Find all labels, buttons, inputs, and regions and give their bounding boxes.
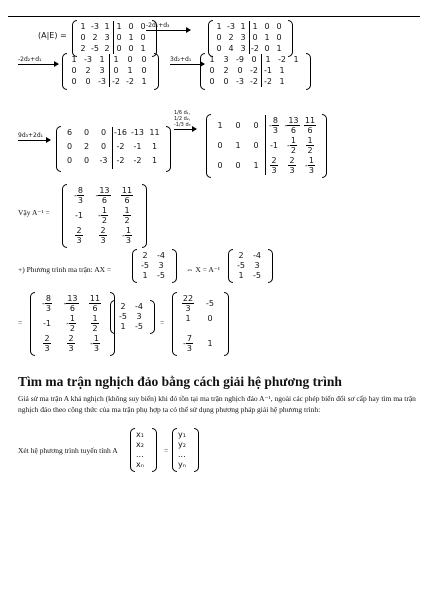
matrix-cell: 0: [83, 156, 90, 165]
rhs-matrix-repeat: [228, 251, 265, 281]
row-operation-3: [170, 56, 204, 65]
matrix-cell: -2: [133, 156, 142, 165]
matrix-step-5: [56, 128, 163, 170]
matrix-cell: 0: [217, 161, 223, 170]
matrix-cell: $\frac{2}{3}$: [76, 226, 82, 245]
matrix-cell: 1: [128, 33, 134, 42]
matrix-cell: 0: [100, 128, 107, 137]
matrix-cell: -1: [75, 211, 83, 220]
matrix-row: [233, 271, 265, 281]
right-bracket: [154, 53, 159, 90]
matrix-cell: - $\frac{1}{3}$: [122, 226, 131, 245]
matrix-cell: -1: [270, 141, 278, 150]
matrix-cell: 2: [104, 44, 110, 53]
matrix-cell: $\frac{2}{3}$: [44, 334, 50, 353]
matrix-cell: -5: [157, 271, 165, 280]
matrix-cell: $\frac{1}{2}$: [124, 206, 130, 225]
matrix-cell: $\frac{1}{2}$: [92, 314, 98, 333]
equals-sign-right: =: [160, 318, 165, 327]
matrix-cell: 3: [136, 312, 142, 321]
matrix-row: [35, 314, 107, 334]
row-operation-5-label: 1/6 d₁, 1/2 d₂, -1/3 d₃: [174, 110, 191, 128]
right-bracket: [288, 20, 293, 57]
row-operation-4: [18, 132, 50, 141]
matrix-cell: 0: [251, 55, 257, 64]
matrix-row: [115, 312, 147, 322]
matrix-cell: 0: [223, 77, 229, 86]
matrix-cell: - $\frac{13}{6}$: [95, 186, 110, 205]
left-bracket: [72, 20, 77, 57]
inverse-matrix: [62, 186, 139, 246]
matrix-cell: 1: [240, 22, 246, 31]
right-bracket: [166, 126, 171, 172]
matrix-cell: 0: [235, 121, 241, 130]
matrix-cell: 4: [228, 44, 234, 53]
augment-divider: [265, 115, 266, 175]
matrix-cell: - $\frac{1}{3}$: [90, 334, 99, 353]
left-bracket: [132, 249, 137, 283]
matrix-cell: 1: [71, 55, 77, 64]
right-bracket: [172, 249, 177, 283]
matrix-cell: -4: [253, 251, 261, 260]
matrix-cell: 0: [140, 22, 146, 31]
matrix-cell: -13: [130, 128, 145, 137]
row-operation-1: [146, 22, 190, 31]
matrix-cell: 0: [128, 44, 134, 53]
matrix-cell: 0: [235, 161, 241, 170]
matrix-cell: -16: [113, 128, 128, 137]
vector-entry: yₙ: [178, 460, 186, 469]
matrix-cell: 0: [253, 141, 259, 150]
vector-entry: xₙ: [136, 460, 144, 469]
row-operation-1-label: -2d₁+d₃: [146, 22, 170, 29]
left-bracket: [56, 126, 61, 172]
matrix-cell: 1: [264, 33, 270, 42]
left-bracket: [62, 53, 67, 90]
matrix-row: [137, 251, 169, 261]
matrix-cell: 0: [66, 156, 73, 165]
matrix-row: [115, 302, 147, 312]
matrix-cell: - $\frac{13}{6}$: [63, 294, 78, 313]
rhs-matrix-product: [110, 302, 147, 332]
matrix-cell: -5: [237, 261, 245, 270]
left-bracket: [110, 300, 115, 334]
vector-entry: ...: [136, 450, 144, 459]
matrix-cell: 6: [66, 128, 73, 137]
augment-divider: [261, 54, 262, 87]
matrix-cell: 1: [80, 22, 86, 31]
vector-equals: =: [164, 446, 169, 455]
matrix-cell: $\frac{11}{6}$: [89, 294, 101, 313]
left-bracket: [208, 20, 213, 57]
matrix-row: [137, 271, 169, 281]
matrix-step-4: [200, 55, 303, 88]
matrix-cell: 1: [235, 141, 241, 150]
matrix-cell: $\frac{2}{3}$: [68, 334, 74, 353]
matrix-cell: 2: [120, 302, 126, 311]
left-bracket: [30, 292, 35, 356]
inverse-matrix-repeat: [30, 294, 107, 354]
matrix-cell: 1: [216, 22, 222, 31]
matrix-cell: 1: [120, 322, 126, 331]
matrix-cell: 2: [238, 251, 244, 260]
matrix-cell: 1: [151, 156, 158, 165]
matrix-cell: 1: [279, 77, 285, 86]
matrix-cell: 3: [99, 66, 105, 75]
matrix-cell: 1: [276, 44, 282, 53]
section-heading: Tìm ma trận nghịch đảo bằng cách giải hệ phương trình: [18, 374, 342, 389]
matrix-row: [233, 261, 265, 271]
matrix-row: [205, 77, 303, 88]
matrix-cell: - $\frac{7}{3}$: [183, 334, 192, 353]
row-operation-4-label: 9d₃+2d₁: [18, 132, 44, 139]
matrix-row: [67, 226, 139, 246]
inverse-label: Vậy A⁻¹ =: [18, 208, 50, 217]
matrix-cell: 1: [141, 77, 147, 86]
matrix-cell: 0: [216, 33, 222, 42]
matrix-cell: -5: [91, 44, 99, 53]
matrix-cell: -2: [250, 66, 258, 75]
matrix-cell: 0: [264, 22, 270, 31]
matrix-cell: 3: [240, 33, 246, 42]
right-bracket: [322, 114, 327, 178]
matrix-cell: - $\frac{1}{2}$: [66, 314, 75, 333]
row-operation-5: [174, 110, 196, 130]
matrix-cell: 0: [217, 141, 223, 150]
matrix-cell: -3: [236, 77, 244, 86]
vector-entry: x₁: [136, 430, 144, 439]
matrix-cell: 3: [158, 261, 164, 270]
matrix-cell: 0: [209, 77, 215, 86]
equals-sign-left: =: [18, 318, 23, 327]
matrix-cell: 1: [185, 314, 191, 323]
matrix-cell: $\frac{1}{2}$: [307, 136, 313, 155]
right-bracket: [224, 292, 229, 356]
matrix-cell: 1: [253, 161, 259, 170]
matrix-cell: -2: [116, 142, 125, 151]
matrix-cell: $\frac{22}{3}$: [182, 294, 194, 313]
matrix-cell: 1: [207, 339, 213, 348]
matrix-cell: 2: [142, 251, 148, 260]
vector-entry: ...: [178, 450, 186, 459]
matrix-cell: 1: [151, 142, 158, 151]
row-operation-2-label: -2d₂+d₁: [18, 56, 42, 63]
matrix-cell: 2: [228, 33, 234, 42]
matrix-cell: 2: [83, 142, 90, 151]
matrix-cell: 1: [209, 55, 215, 64]
matrix-cell: 1: [99, 55, 105, 64]
matrix-row: [205, 55, 303, 66]
matrix-cell: 3: [223, 55, 229, 64]
matrix-row: [35, 294, 107, 314]
section-paragraph: Giả sử ma trận A khả nghịch (không suy biến) khi đó tồn tại ma trận nghịch đảo A⁻¹, ngoài các phép biến đổi sơ cấp hay tìm ma trận nghịch đảo theo công thức của ma trận phụ hợp ta có thể sử dụng phương pháp giải hệ phương trình:: [18, 394, 416, 414]
matrix-row: [177, 294, 221, 314]
left-bracket: [130, 428, 135, 472]
matrix-cell: 0: [85, 77, 91, 86]
matrix-cell: 1: [116, 22, 122, 31]
right-bracket: [194, 428, 199, 472]
matrix-cell: $\frac{11}{6}$: [304, 116, 316, 135]
equation-equivalence: ⇔ X = A⁻¹: [186, 265, 220, 274]
right-bracket: [268, 249, 273, 283]
matrix-cell: -2: [251, 44, 259, 53]
matrix-cell: 0: [66, 142, 73, 151]
matrix-cell: -3: [98, 77, 106, 86]
row-operation-2: [18, 56, 58, 65]
matrix-cell: $\frac{2}{3}$: [271, 156, 277, 175]
right-bracket: [150, 300, 155, 334]
matrix-cell: -1: [133, 142, 142, 151]
matrix-cell: 0: [80, 33, 86, 42]
matrix-cell: 1: [140, 44, 146, 53]
matrix-cell: 0: [116, 44, 122, 53]
matrix-cell: 3: [104, 33, 110, 42]
matrix-row: [35, 334, 107, 354]
augment-divider: [112, 127, 113, 169]
matrix-cell: 0: [253, 121, 259, 130]
matrix-cell: - $\frac{13}{6}$: [284, 116, 299, 135]
matrix-cell: $\frac{11}{6}$: [121, 186, 133, 205]
matrix-row: [177, 314, 221, 334]
matrix-cell: 2: [92, 33, 98, 42]
matrix-cell: 1: [104, 22, 110, 31]
vector-entry: y₁: [178, 430, 186, 439]
matrix-step-1: [72, 22, 149, 55]
matrix-cell: -4: [135, 302, 143, 311]
matrix-cell: 2: [85, 66, 91, 75]
matrix-cell: -2: [278, 55, 286, 64]
matrix-cell: 1: [293, 55, 299, 64]
matrix-cell: - $\frac{8}{3}$: [42, 294, 51, 313]
matrix-cell: 0: [116, 33, 122, 42]
vector-entry: x₂: [136, 440, 144, 449]
matrix-cell: -1: [43, 319, 51, 328]
matrix-cell: -2: [250, 77, 258, 86]
result-matrix: [172, 294, 221, 354]
augmented-label: (A|E) =: [38, 31, 67, 40]
equation-label: +) Phương trình ma trận: AX =: [18, 265, 112, 274]
matrix-cell: 1: [217, 121, 223, 130]
matrix-cell: $\frac{2}{3}$: [100, 226, 106, 245]
matrix-cell: 3: [240, 44, 246, 53]
matrix-cell: -5: [135, 322, 143, 331]
matrix-cell: $\frac{2}{3}$: [289, 156, 295, 175]
left-bracket: [228, 249, 233, 283]
right-bracket: [152, 428, 157, 472]
matrix-cell: 0: [264, 44, 270, 53]
matrix-cell: 0: [209, 66, 215, 75]
left-bracket: [206, 114, 211, 178]
matrix-row: [67, 186, 139, 206]
augment-divider: [113, 21, 114, 54]
left-bracket: [172, 292, 177, 356]
matrix-cell: -1: [264, 66, 272, 75]
matrix-cell: 0: [141, 66, 147, 75]
matrix-cell: -2: [264, 77, 272, 86]
matrix-cell: 0: [71, 77, 77, 86]
vector-entry: y₂: [178, 440, 186, 449]
matrix-cell: - $\frac{1}{3}$: [305, 156, 314, 175]
matrix-cell: 1: [252, 22, 258, 31]
matrix-cell: 1: [127, 66, 133, 75]
matrix-cell: 0: [276, 33, 282, 42]
matrix-cell: 0: [276, 22, 282, 31]
matrix-step-3: [62, 55, 151, 88]
matrix-row: [233, 251, 265, 261]
matrix-cell: - $\frac{8}{3}$: [269, 116, 278, 135]
matrix-cell: 1: [238, 271, 244, 280]
top-rule: [8, 16, 420, 17]
matrix-cell: 0: [83, 128, 90, 137]
right-bracket: [306, 53, 311, 90]
matrix-cell: 0: [128, 22, 134, 31]
rhs-matrix: [132, 251, 169, 281]
matrix-cell: -5: [141, 261, 149, 270]
matrix-cell: 0: [141, 55, 147, 64]
matrix-cell: 0: [207, 314, 213, 323]
matrix-row: [67, 206, 139, 226]
matrix-cell: 3: [254, 261, 260, 270]
matrix-cell: 0: [216, 44, 222, 53]
matrix-step-2: [208, 22, 285, 55]
augment-divider: [109, 54, 110, 87]
matrix-cell: 0: [252, 33, 258, 42]
matrix-row: [137, 261, 169, 271]
matrix-cell: -5: [206, 299, 214, 308]
matrix-cell: - $\frac{1}{2}$: [98, 206, 107, 225]
matrix-cell: 0: [113, 66, 119, 75]
matrix-row: [205, 66, 303, 77]
matrix-cell: 0: [140, 33, 146, 42]
matrix-cell: 0: [127, 55, 133, 64]
matrix-cell: -3: [91, 22, 99, 31]
matrix-cell: -2: [126, 77, 134, 86]
matrix-cell: 2: [80, 44, 86, 53]
left-bracket: [200, 53, 205, 90]
row-operation-3-label: 3d₂+d₁: [170, 56, 192, 63]
matrix-cell: 2: [223, 66, 229, 75]
matrix-cell: 0: [71, 66, 77, 75]
right-bracket: [142, 184, 147, 248]
matrix-cell: -2: [116, 156, 125, 165]
matrix-cell: 0: [237, 66, 243, 75]
matrix-cell: -3: [84, 55, 92, 64]
matrix-cell: - $\frac{8}{3}$: [74, 186, 83, 205]
matrix-row: [115, 322, 147, 332]
matrix-row: [177, 334, 221, 354]
matrix-cell: -5: [119, 312, 127, 321]
matrix-cell: -5: [253, 271, 261, 280]
matrix-cell: 1: [113, 55, 119, 64]
matrix-cell: -4: [157, 251, 165, 260]
matrix-cell: 1: [142, 271, 148, 280]
matrix-cell: -3: [99, 156, 108, 165]
matrix-cell: -9: [236, 55, 244, 64]
matrix-cell: -3: [227, 22, 235, 31]
system-label: Xét hệ phương trình tuyến tính A: [18, 446, 118, 455]
matrix-step-6: [206, 116, 319, 176]
matrix-cell: 1: [265, 55, 271, 64]
left-bracket: [172, 428, 177, 472]
augment-divider: [249, 21, 250, 54]
matrix-cell: - $\frac{1}{2}$: [287, 136, 296, 155]
left-bracket: [62, 184, 67, 248]
matrix-cell: -2: [112, 77, 120, 86]
matrix-cell: 11: [149, 128, 160, 137]
matrix-cell: 0: [100, 142, 107, 151]
matrix-cell: 1: [279, 66, 285, 75]
